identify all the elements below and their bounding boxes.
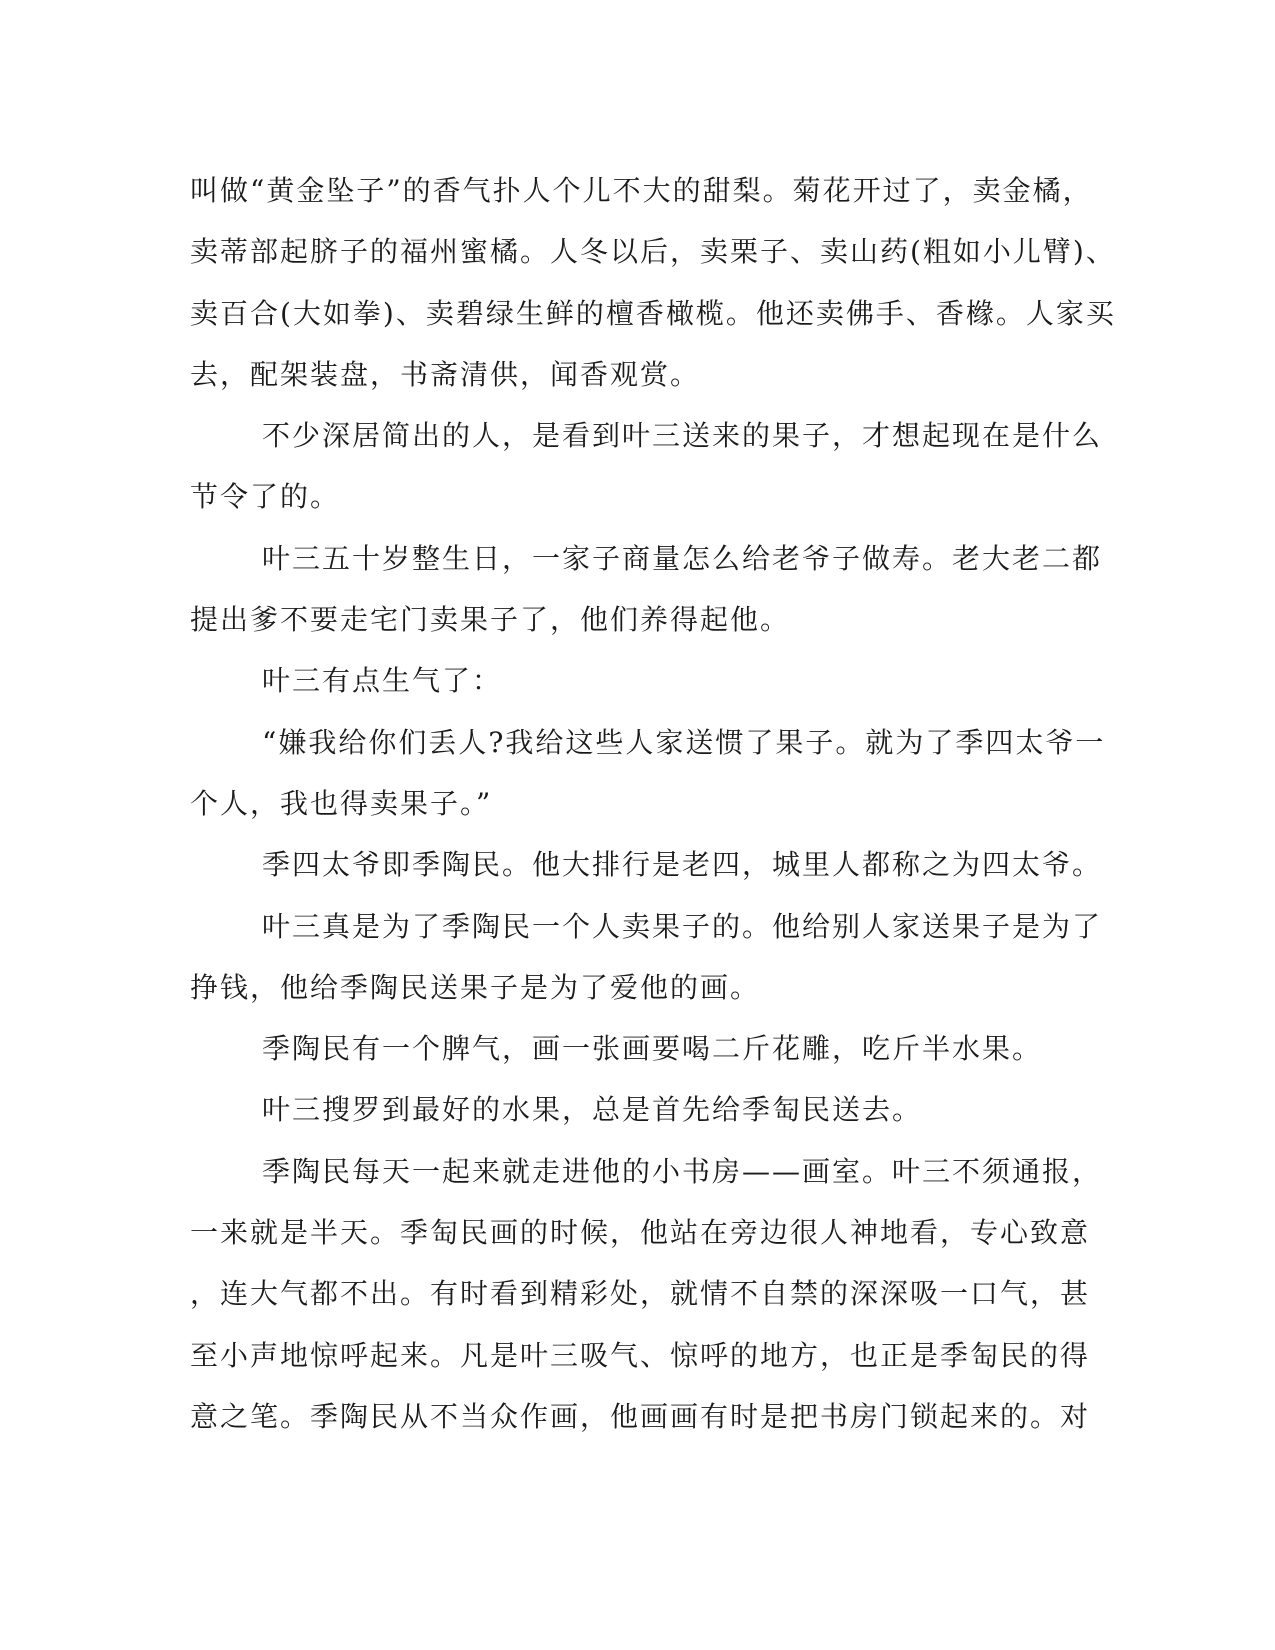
text-line: 去，配架装盘，书斋清供，闻香观赏。 — [190, 357, 701, 391]
text-line: 叫做“黄金坠子”的香气扑人个儿不大的甜梨。菊花开过了，卖金橘， — [190, 174, 1093, 207]
text-line: 卖蒂部起脐子的福州蜜橘。人冬以后，卖栗子、卖山药(粗如小儿臂)、 — [190, 235, 1116, 269]
text-line: 一来就是半天。季匋民画的时候，他站在旁边很人神地看，专心致意 — [190, 1216, 1091, 1250]
text-line: 节令了的。 — [190, 480, 341, 514]
text-line: 意之笔。季陶民从不当众作画，他画画有时是把书房门锁起来的。对 — [190, 1399, 1091, 1433]
paragraph-start-line: 叶三有点生气了： — [262, 664, 503, 698]
text-line: 至小声地惊呼起来。凡是叶三吸气、惊呼的地方，也正是季匋民的得 — [190, 1338, 1091, 1372]
paragraph-start-line: 季陶民每天一起来就走进他的小书房——画室。叶三不须通报， — [262, 1154, 1103, 1188]
document-body — [190, 160, 1116, 1447]
paragraph-start-line: 叶三搜罗到最好的水果，总是首先给季匋民送去。 — [262, 1093, 923, 1127]
paragraph-start-line: “嫌我给你们丢人?我给这些人家送惯了果子。就为了季四太爷一 — [262, 725, 1106, 759]
text-line: 卖百合(大如拳)、卖碧绿生鲜的檀香橄榄。他还卖佛手、香橼。人家买 — [190, 296, 1116, 330]
paragraph-start-line: 叶三五十岁整生日，一家子商量怎么给老爷子做寿。老大老二都 — [262, 541, 1103, 575]
text-line: 挣钱，他给季陶民送果子是为了爱他的画。 — [190, 970, 761, 1004]
paragraph-start-line: 季陶民有一个脾气，画一张画要喝二斤花雕，吃斤半水果。 — [262, 1032, 1043, 1066]
paragraph-start-line: 季四太爷即季陶民。他大排行是老四，城里人都称之为四太爷。 — [262, 848, 1103, 882]
text-line: ，连大气都不出。有时看到精彩处，就情不自禁的深深吸一口气，甚 — [190, 1277, 1091, 1311]
text-line: 提出爹不要走宅门卖果子了，他们养得起他。 — [190, 603, 791, 637]
text-line: 个人，我也得卖果子。” — [190, 786, 493, 820]
paragraph-start-line: 叶三真是为了季陶民一个人卖果子的。他给别人家送果子是为了 — [262, 909, 1103, 943]
paragraph-start-line: 不少深居简出的人，是看到叶三送来的果子，才想起现在是什么 — [262, 419, 1103, 453]
